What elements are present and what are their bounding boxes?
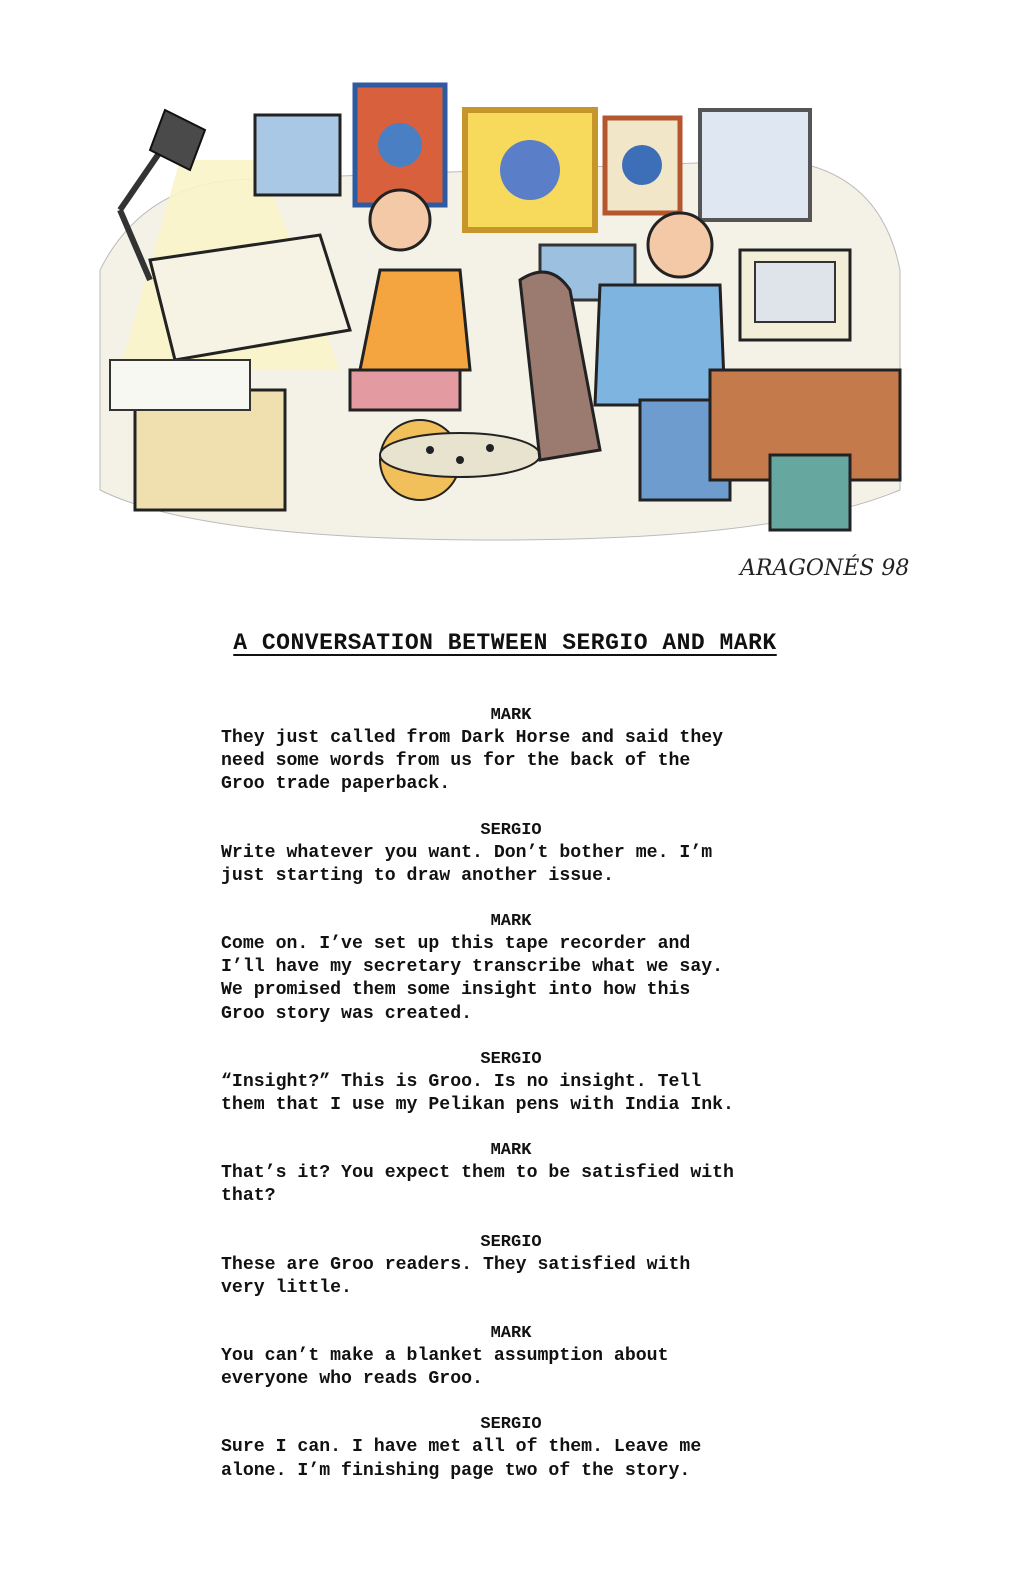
dialogue-line: These are Groo readers. They satisfied with very little. xyxy=(221,1254,691,1298)
wall-picture-3 xyxy=(465,110,595,230)
dialogue-exchange xyxy=(221,1231,791,1300)
dialogue-exchange xyxy=(221,910,791,1026)
dialogue-line: You can’t make a blanket assumption about everyone who reads Groo. xyxy=(221,1346,669,1390)
speaker-name: MARK xyxy=(490,706,532,725)
dialogue-line: “Insight?” This is Groo. Is no insight. Tell them that I use my Pelikan pens with India Ink. xyxy=(221,1071,734,1116)
wall-picture-5 xyxy=(700,110,810,220)
dialogue-line: That’s it? You expect them to be satisfied with that? xyxy=(221,1163,734,1207)
speaker-name: MARK xyxy=(490,912,532,932)
wall-picture-2 xyxy=(355,85,445,205)
dog-figure xyxy=(380,433,540,477)
speaker-name: MARK xyxy=(490,1141,532,1161)
dialogue-exchange xyxy=(221,1322,791,1391)
dialogue-exchange xyxy=(221,704,791,797)
dialogue-line: Come on. I’ve set up this tape recorder and I’ll have my secretary transcribe what we say. We promised them some insight into how this Groo story was created. xyxy=(221,934,724,1024)
studio-cartoon-illustration xyxy=(80,70,910,590)
dialogue-exchange xyxy=(221,1413,791,1482)
wall-picture-4 xyxy=(605,118,680,213)
dialogue-line: They just called from Dark Horse and said they need some words from us for the back of the Groo trade paperback. xyxy=(221,728,724,795)
speaker-name: SERGIO xyxy=(480,1049,542,1069)
dialogue-script xyxy=(221,704,791,1505)
wall-picture-1 xyxy=(255,115,340,195)
dialogue-exchange xyxy=(221,1139,791,1208)
speaker-name: SERGIO xyxy=(480,1415,542,1435)
speaker-name: SERGIO xyxy=(480,820,542,840)
page-title: A CONVERSATION BETWEEN SERGIO AND MARK xyxy=(233,630,777,656)
dialogue-exchange xyxy=(221,1048,791,1117)
dialogue-line: Sure I can. I have met all of them. Leave me alone. I’m finishing page two of the story. xyxy=(221,1437,702,1481)
artist-signature: ARAGONÉS 98 xyxy=(740,556,910,581)
dialogue-exchange xyxy=(221,819,791,888)
speaker-name: MARK xyxy=(490,1324,532,1344)
speaker-name: SERGIO xyxy=(480,1232,542,1252)
dialogue-line: Write whatever you want. Don’t bother me. I’m just starting to draw another issue. xyxy=(221,842,713,886)
